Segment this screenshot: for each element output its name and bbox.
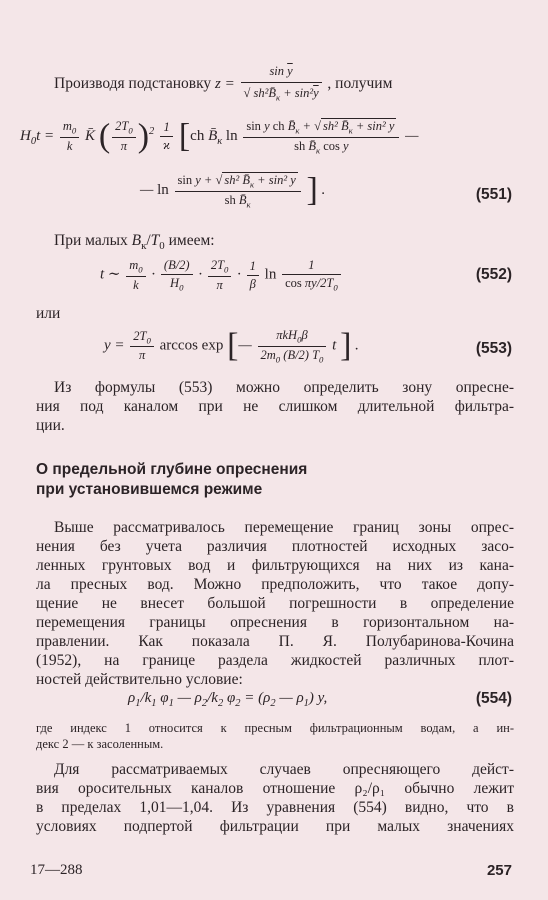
equation-number-553: (553)	[475, 340, 512, 357]
paragraph-2-line-1: Выше рассматривалось перемещение границ зоны опрес-	[54, 519, 514, 536]
note-line-1: где индекс 1 относится к пресным фильтрационным водам, а ин-	[36, 721, 514, 735]
page-number: 257	[486, 862, 512, 879]
note-line-2: декс 2 — к засоленным.	[36, 737, 164, 751]
text-line-substitution: Производя подстановку z = $\frac{\sin \overline{y}}{√ sh^2B̄_к + \sin^2\overline{y}}$ , получим	[54, 64, 393, 103]
paragraph-2-line-5: щение не внесет большой погрешности в определение	[36, 595, 514, 612]
paragraph-1-line-2: ния под каналом при не слишком длительной фильтра-	[36, 398, 514, 415]
paragraph-2-line-2: нения без учета различия плотностей исходных засо-	[36, 538, 514, 555]
equation-553: y = $\frac{2T_0}{\pi}$ arccos exp [— $\frac{\pi kH_0\beta}{2m_0 (B/2) T_0}$ t ] .	[104, 327, 359, 364]
equation-551-part2: — ln $\frac{\sin y + √ sh^2 B̄_к + \sin^2 y}{sh B̄_к}$ ] .	[140, 171, 326, 209]
paragraph-3-line-2: вия оросительных каналов отношение ρ₂/ρ₁ обычно лежит	[36, 780, 514, 797]
equation-552: t ∼ $\frac{m_0}{k}$ · $\frac{(B/2)}{H_0}$ · $\frac{2T_0}{\pi}$ · $\frac{1}{\beta}$ ln $\frac{1}{\cos \pi y/2T_0}$	[100, 258, 343, 293]
signature-mark: 17—288	[30, 862, 83, 878]
section-heading-line-2: при установившемся режиме	[36, 481, 263, 498]
paragraph-3-line-4: условиях подпертой фильтрации при малых значениях	[36, 818, 514, 835]
substitution-formula: z = $\frac{\sin \overline{y}}{√ sh^2B̄_к + \sin^2\overline{y}}$	[215, 76, 327, 92]
equation-number-552: (552)	[475, 266, 512, 283]
paragraph-1-line-1: Из формулы (553) можно определить зону опресне-	[54, 379, 514, 396]
paragraph-2-line-9: ностей действительно условие:	[36, 671, 243, 688]
paragraph-1-line-3: ции.	[36, 417, 65, 434]
equation-551-part1: $H_0t$ = $\frac{m_0}{k}$ K̄ ( $\frac{2T_0}{\pi}$ )$^2$ $\frac{1}{ϰ}$ [ch $B̄_к$ ln $\frac{\sin y ch B̄_к + √ sh^2 B̄_к + \sin^2 y}{sh B̄_к \cos y}$ —	[20, 117, 419, 155]
text-line-or: или	[36, 305, 61, 322]
paragraph-2-line-8: (1952), на границе раздела жидкостей различных плот-	[36, 652, 514, 669]
paragraph-2-line-4: ла пресных вод. Можно предположить, что такое допу-	[36, 576, 514, 593]
equation-554: $\rho_1/k_1$ $\varphi_1$ — $\rho_2/k_2$ $\varphi_2 = (\rho_2$ — $\rho_1$) y,	[128, 690, 328, 709]
equation-number-554: (554)	[475, 690, 512, 707]
section-heading-line-1: О предельной глубине опреснения	[36, 461, 308, 478]
paragraph-3-line-3: в пределах 1,01—1,04. Из уравнения (554) видно, что в	[36, 799, 514, 816]
paragraph-2-line-6: перемещения границы опреснения в горизонтальном на-	[36, 614, 514, 631]
paragraph-2-line-7: правлении. Как показала П. Я. Полубаринова-Кочина	[36, 633, 514, 650]
text-line-small-values: При малых $B_к/T_0$ имеем:	[54, 232, 215, 253]
paragraph-2-line-3: ленных грунтовых вод и фильтрующихся на них из кана-	[36, 557, 514, 574]
paragraph-3-line-1: Для рассматриваемых случаев опресняющего дейст-	[54, 761, 514, 778]
equation-number-551: (551)	[475, 186, 512, 203]
